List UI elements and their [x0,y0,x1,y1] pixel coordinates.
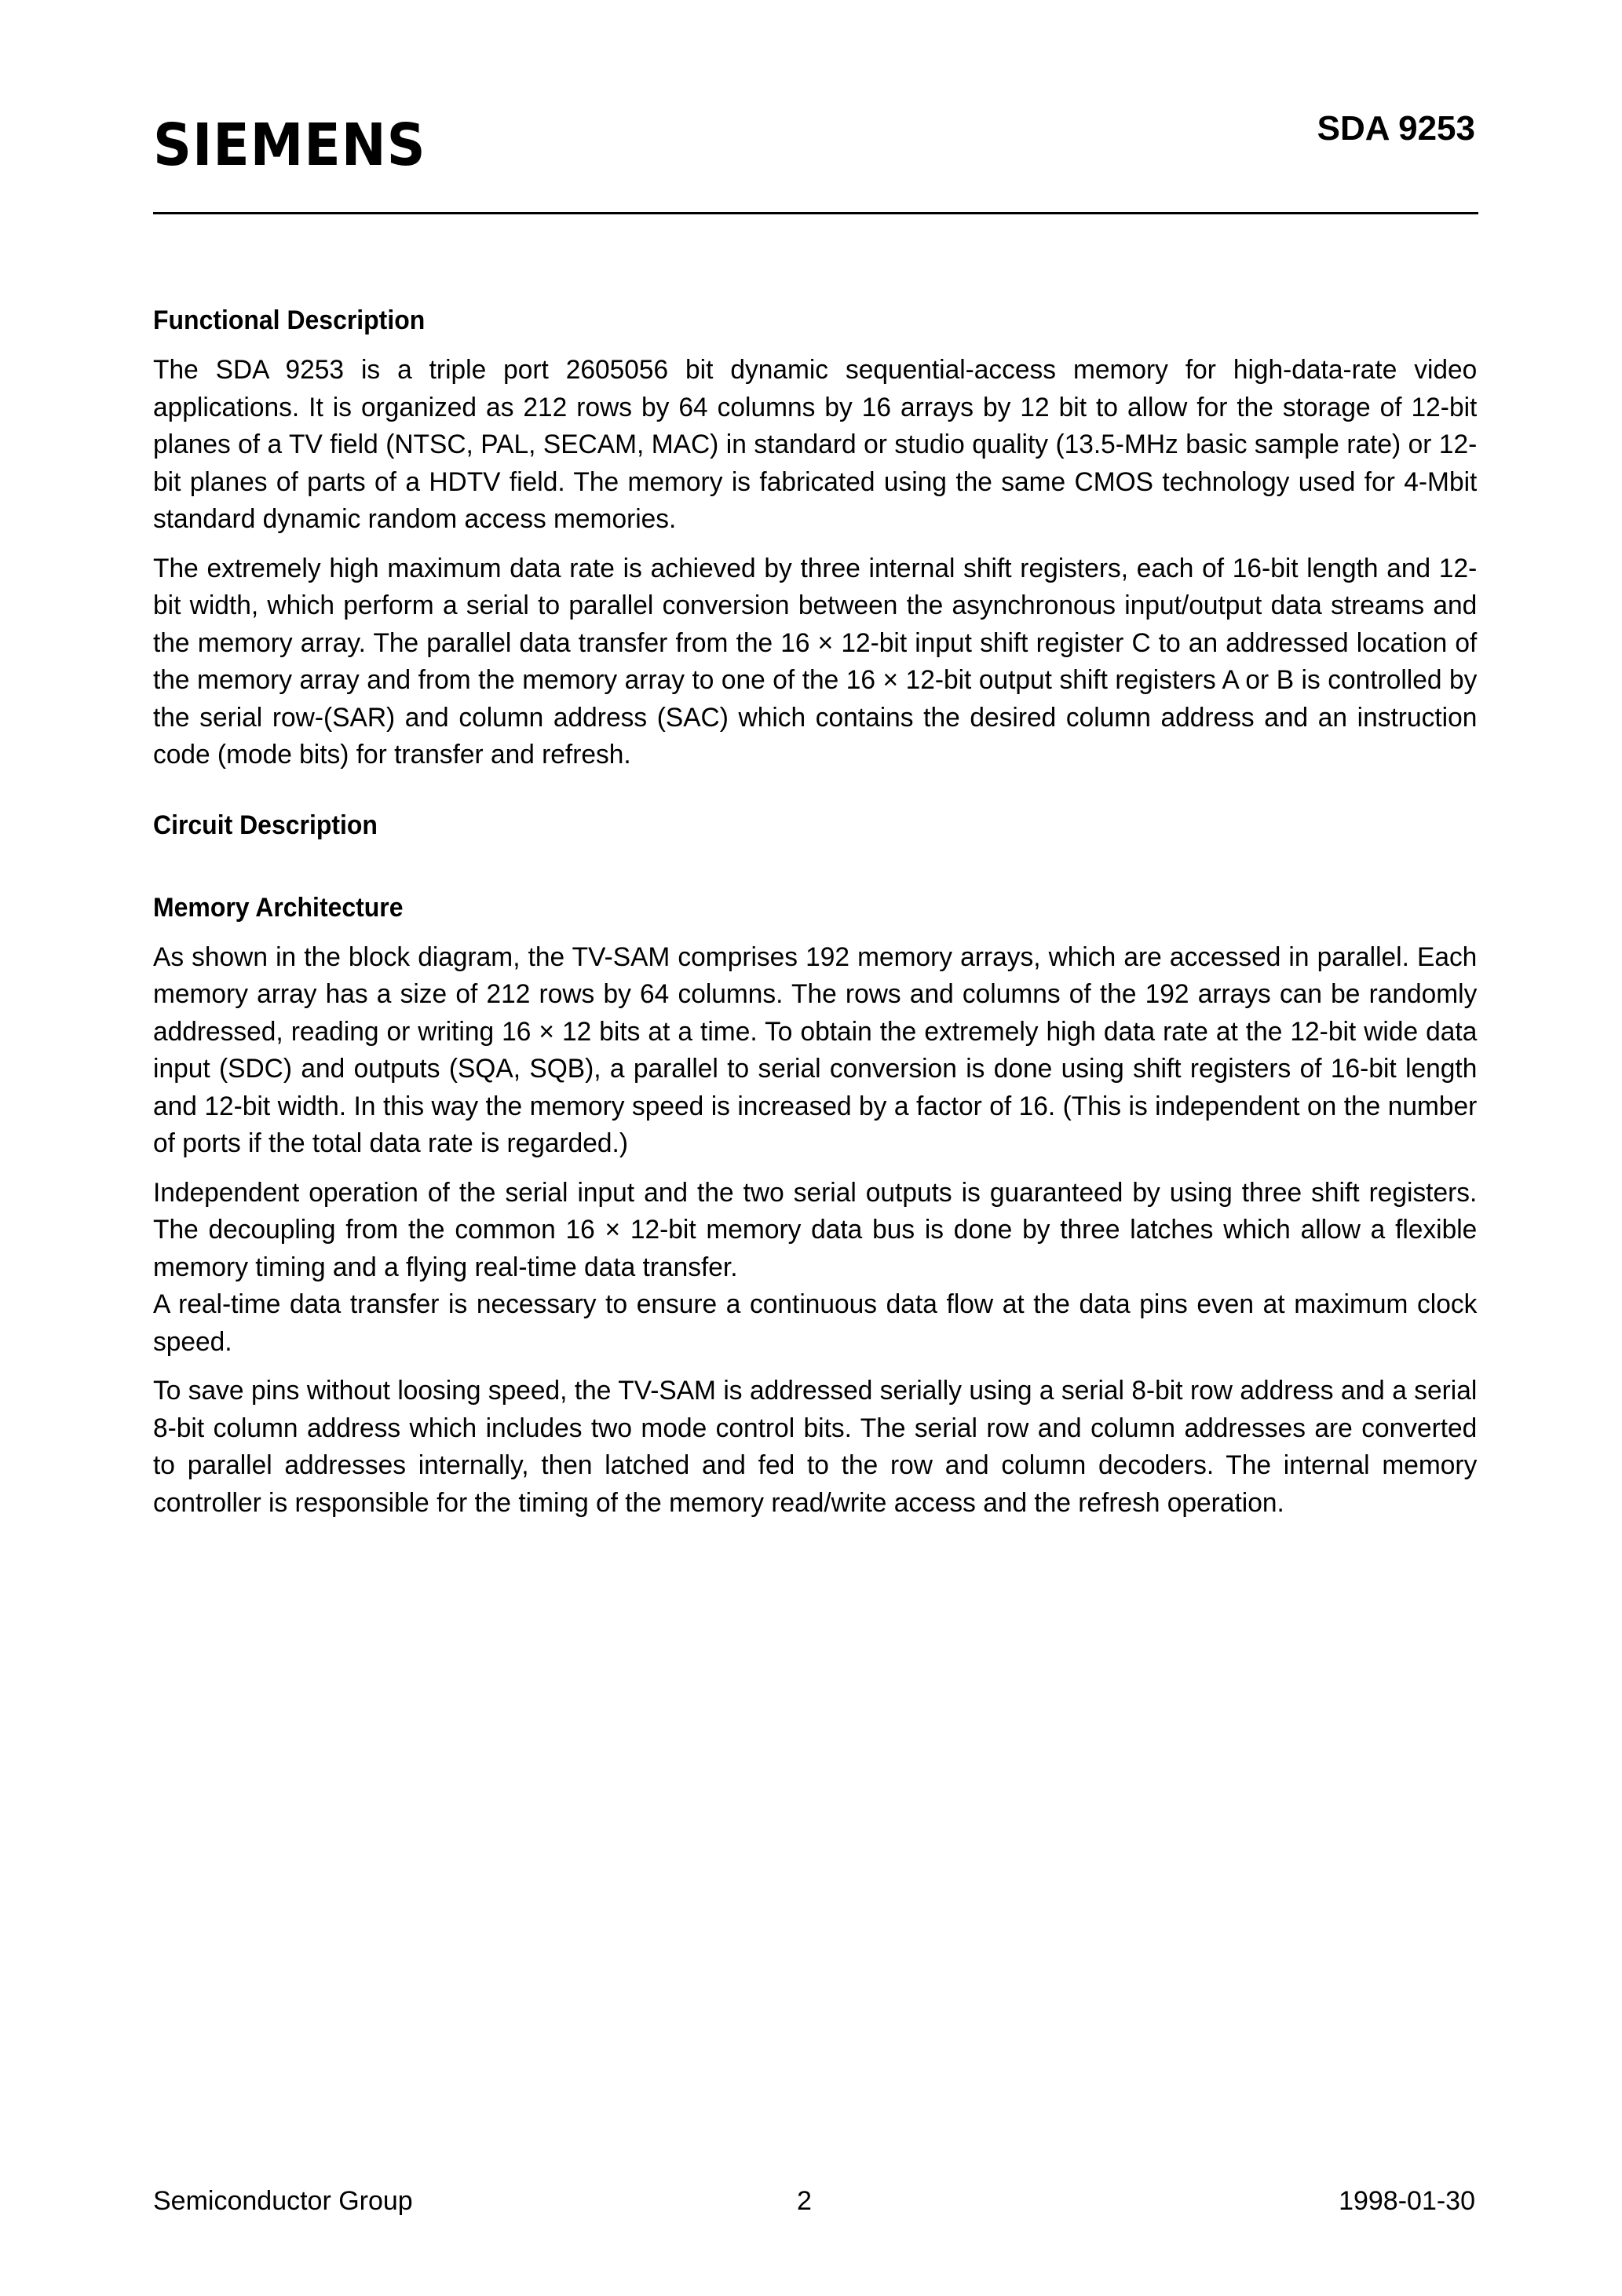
paragraph-functional-2: The extremely high maximum data rate is achieved by three internal shift registers, each of 16-bit length and 12-bit width, which perform a serial to parallel conversion between the asynchronous input/output data streams and the memory array. The parallel data transfer from the 16 × 12-bit input shift register C to an addressed location of the memory array and from the memory array to one of the 16 × 12-bit output shift registers A or B is controlled by the serial row-(SAR) and column address (SAC) which contains the desired column address and an instruction code (mode bits) for transfer and refresh. [153,553,1478,770]
heading-memory-architecture: Memory Architecture [153,892,404,923]
paragraph-memory-1: As shown in the block diagram, the TV-SAM comprises 192 memory arrays, which are accessed in parallel. Each memory array has a size of 212 rows by 64 columns. The rows and columns of the 192 arrays can be randomly addressed, reading or writing 16 × 12 bits at a time. To obtain the extremely high data rate at the 12-bit wide data input (SDC) and outputs (SQA, SQB), a parallel to serial conversion is done using shift registers of 16-bit length and 12-bit width. In this way the memory speed is increased by a factor of 16. (This is independent on the number of ports if the total data rate is regarded.) [153,941,1478,1158]
paragraph-functional-1: The SDA 9253 is a triple port 2605056 bit dynamic sequential-access memory for high-data-rate video applications. It is organized as 212 rows by 64 columns by 16 arrays by 12 bit to allow for the storage of 12-bit planes of a TV field (NTSC, PAL, SECAM, MAC) in standard or studio quality (13.5-MHz basic sample rate) or 12-bit planes of parts of a HDTV field. The memory is fabricated using the same CMOS technology used for 4-Mbit standard dynamic random access memories. [153,355,1478,534]
paragraph-memory-2: Independent operation of the serial input and the two serial outputs is guaranteed by using three shift registers. The decoupling from the common 16 × 12-bit memory data bus is done by three latches which allow a flexible memory timing and a flying real-time data transfer. [153,1177,1478,1282]
footer-date: 1998-01-30 [1339,2186,1475,2216]
siemens-logo: SIEMENS [153,112,426,179]
page-footer [153,2181,1478,2221]
page-number: 2 [797,2186,812,2216]
document-page [153,0,1478,2296]
footer-publisher: Semiconductor Group [153,2186,413,2216]
paragraph-memory-3: A real-time data transfer is necessary to ensure a continuous data flow at the data pins even at maximum clock speed. [153,1289,1478,1357]
paragraph-memory-4: To save pins without loosing speed, the TV-SAM is addressed serially using a serial 8-bit row address and a serial 8-bit column address which includes two mode control bits. The serial row and column addresses are converted to parallel addresses internally, then latched and fed to the row and column decoders. The internal memory controller is responsible for the timing of the memory read/write access and the refresh operation. [153,1376,1478,1518]
page-content [153,302,1478,1522]
header-divider [153,212,1478,214]
document-id: SDA 9253 [1317,109,1475,148]
page-header [153,109,1478,179]
heading-functional-description: Functional Description [153,305,426,335]
heading-circuit-description: Circuit Description [153,810,378,840]
